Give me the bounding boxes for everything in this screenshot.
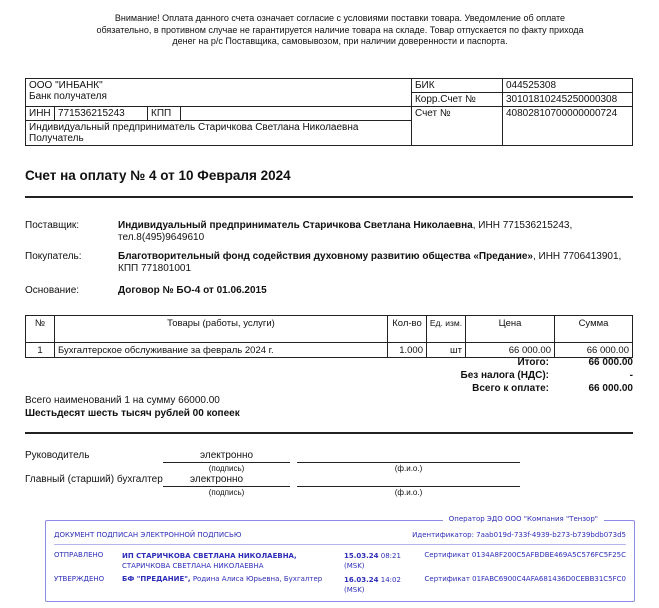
accountant-label: Главный (старший) бухгалтер: [25, 474, 163, 485]
notice-line: денег на р/с Поставщика, самовывозом, при наличии доверенности и паспорта.: [172, 36, 508, 46]
bank-details-table: [25, 78, 633, 146]
items-table: [25, 315, 633, 358]
basis-row: [25, 285, 645, 299]
buyer-row: [25, 251, 645, 277]
timezone: (MSK): [344, 586, 365, 594]
basis-value: Договор № БО-4 от 01.06.2015: [118, 285, 267, 296]
row-goods: Бухгалтерское обслуживание за февраль 2024 г.: [55, 343, 388, 358]
totals: [0, 357, 659, 397]
korr-value: 30101810245250000308: [502, 93, 632, 107]
date: 15.03.24: [344, 552, 379, 560]
supplier-label: Поставщик:: [25, 220, 80, 231]
sent-date: [344, 551, 401, 571]
buyer-kpp: КПП 771801001: [118, 263, 192, 274]
invoice-title: Счет на оплату № 4 от 10 Февраля 2024: [25, 168, 291, 183]
due-label: Всего к оплате:: [472, 383, 549, 394]
supplier-phone: тел.8(495)9649610: [118, 232, 205, 243]
bik-label: БИК: [411, 79, 502, 93]
sender-person: СТАРИЧКОВА СВЕТЛАНА НИКОЛАЕВНА: [122, 562, 264, 570]
divider: [25, 196, 633, 198]
recipient-name: Индивидуальный предприниматель Старичкова Светлана Николаевна: [29, 122, 359, 133]
edo-operator: Оператор ЭДО ООО "Компания "Тензор": [443, 515, 604, 523]
date: 16.03.24: [344, 576, 379, 584]
row-qty: 1.000: [388, 343, 427, 358]
name-hint: (ф.и.о.): [394, 488, 423, 497]
bank-name-label: Банк получателя: [29, 91, 107, 102]
approver: [122, 575, 342, 583]
sign-hint: (подпись): [208, 488, 245, 497]
buyer-value: [118, 251, 638, 275]
supplier-name: Индивидуальный предприниматель Старичкова Светлана Николаевна: [118, 220, 473, 231]
e-signature-stamp: [45, 515, 635, 602]
supplier-inn: , ИНН 771536215243,: [472, 220, 573, 231]
bank-name-cell: [26, 79, 412, 107]
inn-label: ИНН: [26, 107, 55, 121]
supplier-row: [25, 220, 645, 246]
sender-certificate: Сертификат 0134A8F200C5AFBDBE469A5C576FC5F25C: [424, 551, 626, 559]
vat-value: -: [629, 370, 633, 381]
row-unit: шт: [427, 343, 466, 358]
notice-line: обязательно, в противном случае не гарантируется наличие товара на складе. Товар отпускается по факту прихода: [96, 24, 584, 35]
basis-label: Основание:: [25, 285, 80, 296]
approver-person: Родина Алиса Юрьевна, Бухгалтер: [190, 575, 323, 583]
sign-hint: (подпись): [208, 464, 245, 473]
kpp-label: КПП: [148, 107, 181, 121]
head-label: Руководитель: [25, 450, 90, 461]
sender-org: ИП СТАРИЧКОВА СВЕТЛАНА НИКОЛАЕВНА,: [122, 552, 297, 560]
kpp-value: [181, 107, 412, 121]
amount-in-words: Шестьдесят шесть тысяч рублей 00 копеек: [25, 408, 240, 419]
document-identifier: Идентификатор: 7aab019d-733f-4939-b273-b739bdb073d5: [412, 531, 626, 539]
approver-org: БФ "ПРЕДАНИЕ",: [122, 575, 191, 583]
korr-label: Корр.Счет №: [411, 93, 502, 107]
bik-value: 044525308: [502, 79, 632, 93]
status-approved: УТВЕРЖДЕНО: [54, 575, 105, 583]
status-sent: ОТПРАВЛЕНО: [54, 551, 104, 559]
buyer-name: Благотворительный фонд содействия духовному развитию общества «Предание»: [118, 251, 533, 262]
total-label: Итого:: [517, 357, 549, 368]
stamp-divider: [54, 544, 626, 545]
buyer-label: Покупатель:: [25, 251, 82, 262]
col-qty: Кол-во: [388, 316, 427, 343]
account-label: Счет №: [411, 107, 502, 146]
items-summary: Всего наименований 1 на сумму 66000.00: [25, 395, 220, 406]
due-value: 66 000.00: [588, 383, 633, 394]
approver-certificate: Сертификат 01FABC6900C4AFA681436D0CEBB31C5FC0: [424, 575, 626, 583]
vat-label: Без налога (НДС):: [460, 370, 549, 381]
name-line: [297, 486, 520, 487]
signature-line: [163, 486, 290, 487]
bank-name: ООО "ИНБАНК": [29, 80, 103, 91]
recipient-label: Получатель: [29, 133, 84, 144]
timezone: (MSK): [344, 562, 365, 570]
account-value: 40802810700000000724: [502, 107, 632, 146]
col-goods: Товары (работы, услуги): [55, 316, 388, 343]
table-row: [26, 343, 633, 358]
buyer-inn: , ИНН 7706413901,: [532, 251, 622, 262]
col-price: Цена: [466, 316, 555, 343]
signature-line: [163, 462, 290, 463]
accountant-signature: электронно: [190, 474, 244, 485]
row-price: 66 000.00: [466, 343, 555, 358]
recipient-cell: [26, 121, 412, 146]
inn-value: 771536215243: [55, 107, 148, 121]
row-number: 1: [26, 343, 55, 358]
time: 08:21: [378, 552, 401, 560]
col-sum: Сумма: [555, 316, 633, 343]
payment-notice: [90, 13, 590, 48]
head-signature: электронно: [200, 450, 254, 461]
supplier-value: [118, 220, 638, 244]
total-value: 66 000.00: [588, 357, 633, 368]
time: 14:02: [378, 576, 401, 584]
sender: [122, 551, 342, 571]
name-hint: (ф.и.о.): [394, 464, 423, 473]
notice-line: Внимание! Оплата данного счета означает согласие с условиями поставки товара. Уведомление об оплате: [114, 13, 566, 23]
divider: [25, 432, 633, 434]
items-header: [26, 316, 633, 343]
row-sum: 66 000.00: [555, 343, 633, 358]
col-unit: Ед. изм.: [427, 316, 466, 343]
stamp-header: ДОКУМЕНТ ПОДПИСАН ЭЛЕКТРОННОЙ ПОДПИСЬЮ: [54, 531, 242, 539]
col-number: №: [26, 316, 55, 343]
approved-date: [344, 575, 401, 595]
name-line: [297, 462, 520, 463]
